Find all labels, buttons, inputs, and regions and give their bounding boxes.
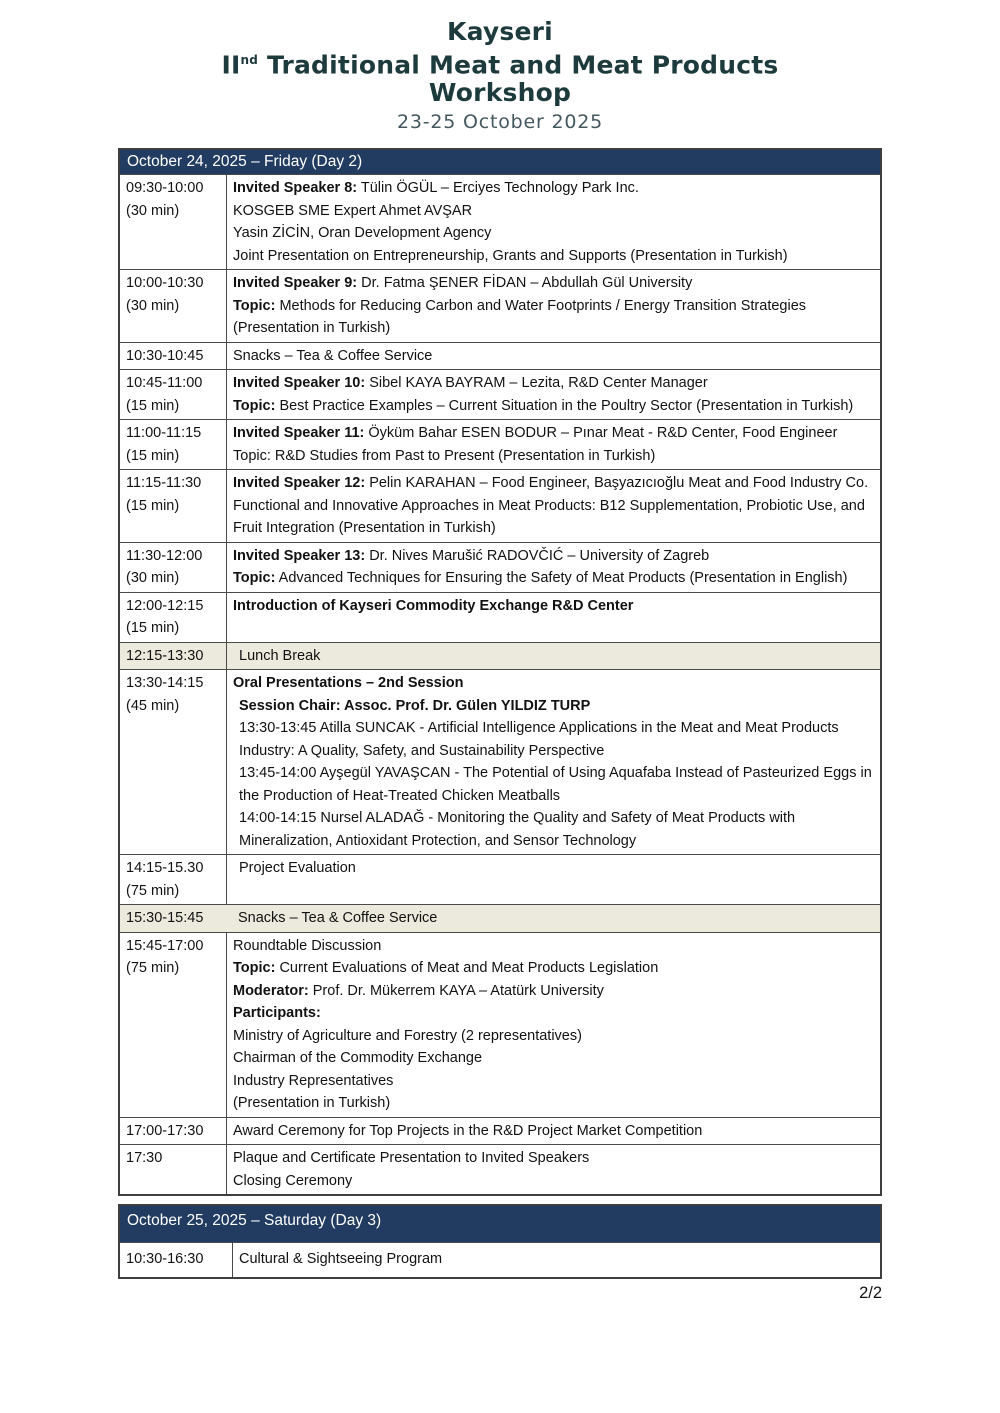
time-text: (15 min): [126, 397, 180, 414]
time-cell: [120, 670, 226, 854]
schedule-body: [120, 174, 880, 1194]
description-cell: [226, 270, 880, 342]
time-text: (30 min): [126, 297, 180, 314]
description-line: Plaque and Certificate Presentation to Invited Speakers: [233, 1150, 590, 1167]
time-text: 12:15-13:30: [126, 647, 204, 664]
time-cell: [120, 933, 226, 1117]
time-cell: [120, 1243, 232, 1277]
description-cell: [226, 1118, 880, 1145]
time-text: 14:15-15.30: [126, 860, 204, 877]
description-line: Lunch Break: [239, 647, 321, 664]
description-line: Topic: Advanced Techniques for Ensuring the Safety of Meat Products (Presentation in English): [233, 570, 848, 587]
description-line: Yasin ZİCİN, Oran Development Agency: [233, 225, 492, 242]
time-cell: [120, 855, 226, 904]
time-cell: [120, 175, 226, 269]
description-line: Topic: Best Practice Examples – Current Situation in the Poultry Sector (Presentation in Turkish): [233, 397, 854, 414]
time-cell: [120, 470, 226, 542]
schedule-row: [120, 642, 880, 670]
description-line: Cultural & Sightseeing Program: [239, 1251, 443, 1268]
schedule-row: [120, 932, 880, 1117]
description-line: Functional and Innovative Approaches in Meat Products: B12 Supplementation, Probiotic Use, and Fruit Integration (Presentation in Turkish): [233, 497, 865, 537]
description-line: Topic: R&D Studies from Past to Present (Presentation in Turkish): [233, 447, 656, 464]
description-cell: [226, 593, 880, 642]
description-line: Award Ceremony for Top Projects in the R&D Project Market Competition: [233, 1122, 703, 1139]
time-text: 10:30-10:45: [126, 347, 204, 364]
workshop-title-text: Traditional Meat and Meat Products: [258, 50, 779, 80]
description-line: Joint Presentation on Entrepreneurship, Grants and Supports (Presentation in Turkish): [233, 247, 788, 264]
schedule-row: [120, 369, 880, 419]
description-line: Snacks – Tea & Coffee Service: [238, 910, 438, 927]
time-cell: [120, 420, 226, 469]
time-text: (75 min): [126, 960, 180, 977]
schedule-row: [120, 342, 880, 370]
description-line: Roundtable Discussion: [233, 937, 382, 954]
description-line: 13:45-14:00 Ayşegül YAVAŞCAN - The Potential of Using Aquafaba Instead of Pasteurized Eggs in the Production of Heat-Treated Chicken Meatballs: [239, 765, 872, 804]
time-text: (15 min): [126, 620, 180, 637]
time-cell: [120, 593, 226, 642]
description-line: Session Chair: Assoc. Prof. Dr. Gülen YILDIZ TURP: [239, 697, 591, 714]
time-cell: [120, 643, 226, 670]
schedule-row: [120, 269, 880, 342]
description-cell: [226, 905, 880, 932]
schedule-row: [120, 542, 880, 592]
description-line: (Presentation in Turkish): [233, 1095, 391, 1112]
schedule-row: [120, 1144, 880, 1194]
description-cell: [226, 343, 880, 370]
description-cell: [226, 1145, 880, 1194]
description-cell: [226, 420, 880, 469]
time-text: 11:30-12:00: [126, 547, 203, 564]
description-cell: [226, 175, 880, 269]
time-text: 10:00-10:30: [126, 275, 204, 292]
workshop-title-word: Workshop: [428, 78, 572, 108]
time-cell: [120, 905, 226, 932]
time-text: 17:30: [126, 1150, 163, 1167]
description-line: Chairman of the Commodity Exchange: [233, 1050, 483, 1067]
time-text: (45 min): [126, 697, 180, 714]
time-cell: [120, 543, 226, 592]
description-line: Ministry of Agriculture and Forestry (2 representatives): [233, 1027, 582, 1044]
schedule-row: [120, 592, 880, 642]
time-text: 09:30-10:00: [126, 180, 204, 197]
description-line: Project Evaluation: [239, 860, 356, 877]
schedule-table-day2: [118, 148, 882, 1196]
description-line: Invited Speaker 9: Dr. Fatma ŞENER FİDAN – Abdullah Gül University: [233, 275, 693, 292]
description-line: Moderator: Prof. Dr. Mükerrem KAYA – Atatürk University: [233, 982, 604, 999]
time-cell: [120, 270, 226, 342]
time-text: (15 min): [126, 447, 180, 464]
edition-number: II: [221, 50, 241, 80]
description-cell: [226, 370, 880, 419]
description-line: 13:30-13:45 Atilla SUNCAK - Artificial Intelligence Applications in the Meat and Meat Products Industry: A Quality, Safety, and Sustainability Perspective: [239, 720, 839, 759]
description-line: Introduction of Kayseri Commodity Exchange R&D Center: [233, 597, 634, 614]
time-text: 12:00-12:15: [126, 597, 204, 614]
day-header: October 24, 2025 – Friday (Day 2): [120, 150, 880, 174]
time-text: 10:30-16:30: [126, 1251, 204, 1268]
schedule-row: [120, 174, 880, 269]
schedule-row: [120, 1242, 880, 1277]
time-cell: [120, 343, 226, 370]
schedule-row: [120, 854, 880, 904]
schedule-row: [120, 419, 880, 469]
time-text: (75 min): [126, 882, 180, 899]
description-line: Topic: Current Evaluations of Meat and Meat Products Legislation: [233, 960, 659, 977]
description-line: Closing Ceremony: [233, 1172, 353, 1189]
description-line: Industry Representatives: [233, 1072, 394, 1089]
schedule-body: [120, 1242, 880, 1277]
workshop-title-main: [0, 46, 1000, 79]
description-line: Invited Speaker 11: Öyküm Bahar ESEN BODUR – Pınar Meat - R&D Center, Food Engineer: [233, 425, 838, 442]
time-text: 17:00-17:30: [126, 1122, 204, 1139]
time-cell: [120, 1118, 226, 1145]
description-line: Invited Speaker 10: Sibel KAYA BAYRAM – Lezita, R&D Center Manager: [233, 375, 708, 392]
edition-ordinal-suffix: nd: [240, 53, 259, 67]
workshop-title-city: Kayseri: [447, 17, 553, 46]
time-text: (30 min): [126, 570, 180, 587]
description-line: Snacks – Tea & Coffee Service: [233, 347, 433, 364]
time-text: (30 min): [126, 202, 180, 219]
description-cell: [226, 933, 880, 1117]
description-line: Participants:: [233, 1005, 321, 1022]
time-text: 15:45-17:00: [126, 937, 204, 954]
description-cell: [226, 855, 880, 904]
schedule-row: [120, 469, 880, 542]
page-number: 2/2: [859, 1283, 882, 1302]
schedule-row: [120, 1117, 880, 1145]
time-text: 11:15-11:30: [126, 475, 202, 492]
time-text: (15 min): [126, 497, 180, 514]
document-header: [0, 0, 1000, 133]
description-line: Invited Speaker 12: Pelin KARAHAN – Food Engineer, Başyazıcıoğlu Meat and Food Industry Co.: [233, 475, 869, 492]
description-line: Oral Presentations – 2nd Session: [233, 675, 464, 692]
time-text: 11:00-11:15: [126, 425, 202, 442]
time-text: 10:45-11:00: [126, 375, 203, 392]
schedule-row: [120, 904, 880, 932]
description-cell: [226, 543, 880, 592]
description-line: Invited Speaker 13: Dr. Nives Marušić RADOVČIĆ – University of Zagreb: [233, 547, 710, 564]
day-header: October 25, 2025 – Saturday (Day 3): [120, 1206, 880, 1242]
schedule-table-day3: [118, 1204, 882, 1279]
description-line: Invited Speaker 8: Tülin ÖGÜL – Erciyes Technology Park Inc.: [233, 180, 639, 197]
time-cell: [120, 370, 226, 419]
description-cell: [226, 643, 880, 670]
description-cell: [226, 470, 880, 542]
description-line: 14:00-14:15 Nursel ALADAĞ - Monitoring the Quality and Safety of Meat Products with Mineralization, Antioxidant Protection, and Sensor Technology: [239, 810, 796, 849]
description-line: KOSGEB SME Expert Ahmet AVŞAR: [233, 202, 473, 219]
time-text: 13:30-14:15: [126, 675, 204, 692]
description-cell: [226, 670, 880, 854]
description-line: Topic: Methods for Reducing Carbon and Water Footprints / Energy Transition Strategies (Presentation in Turkish): [233, 297, 807, 337]
time-text: 15:30-15:45: [126, 910, 204, 927]
workshop-date-range: 23-25 October 2025: [396, 111, 604, 134]
time-cell: [120, 1145, 226, 1194]
schedule-row: [120, 669, 880, 854]
description-cell: [232, 1243, 880, 1277]
